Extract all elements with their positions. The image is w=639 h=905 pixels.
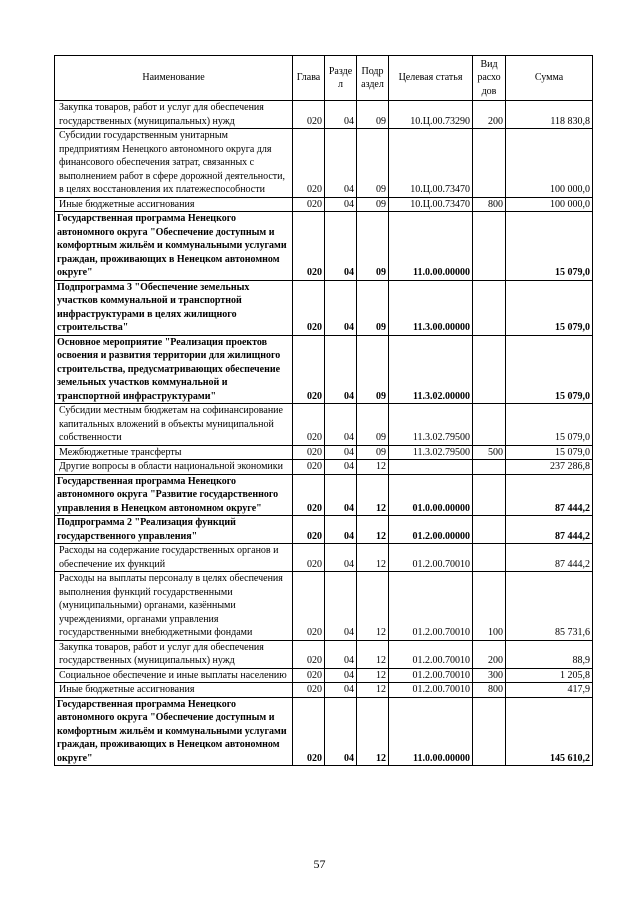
table-row: [55, 697, 593, 766]
table-row: [55, 445, 593, 460]
cell-amount: 417,9: [506, 683, 593, 698]
cell-name: Субсидии местным бюджетам на софинансирование капитальных вложений в объекты муниципальной собственности: [55, 404, 293, 446]
cell-subsection: 09: [357, 212, 389, 281]
cell-target: 01.2.00.70010: [389, 668, 473, 683]
cell-name: Расходы на содержание государственных органов и обеспечение их функций: [55, 544, 293, 572]
cell-section: 04: [325, 640, 357, 668]
cell-section: 04: [325, 129, 357, 198]
cell-subsection: 12: [357, 683, 389, 698]
cell-expense-type: [473, 280, 506, 335]
table-row: [55, 640, 593, 668]
cell-amount: 100 000,0: [506, 129, 593, 198]
table-row: [55, 197, 593, 212]
table-row: [55, 404, 593, 446]
cell-target: 11.3.02.79500: [389, 404, 473, 446]
cell-expense-type: [473, 460, 506, 475]
cell-target: 10.Ц.00.73470: [389, 129, 473, 198]
table-row: [55, 572, 593, 641]
cell-target: 01.2.00.70010: [389, 640, 473, 668]
cell-section: 04: [325, 683, 357, 698]
table-row: [55, 683, 593, 698]
cell-section: 04: [325, 572, 357, 641]
cell-chapter: 020: [293, 640, 325, 668]
cell-target: 01.2.00.70010: [389, 683, 473, 698]
cell-name: Государственная программа Ненецкого автономного округа "Обеспечение доступным и комфортным жильём и коммунальными услугами граждан, проживающих в Ненецком автономном округе": [55, 212, 293, 281]
header-amount: Сумма: [506, 56, 593, 101]
cell-amount: 15 079,0: [506, 335, 593, 404]
cell-expense-type: [473, 212, 506, 281]
cell-expense-type: [473, 544, 506, 572]
cell-target: 01.2.00.00000: [389, 516, 473, 544]
cell-name: Государственная программа Ненецкого автономного округа "Обеспечение доступным и комфортным жильём и коммунальными услугами граждан, проживающих в Ненецком автономном округе": [55, 697, 293, 766]
cell-name: Социальное обеспечение и иные выплаты населению: [55, 668, 293, 683]
cell-chapter: 020: [293, 404, 325, 446]
header-target: Целевая статья: [389, 56, 473, 101]
cell-expense-type: 800: [473, 683, 506, 698]
cell-expense-type: [473, 404, 506, 446]
table-row: [55, 101, 593, 129]
cell-chapter: 020: [293, 197, 325, 212]
table-row: [55, 280, 593, 335]
cell-amount: 118 830,8: [506, 101, 593, 129]
cell-amount: 15 079,0: [506, 404, 593, 446]
cell-section: 04: [325, 516, 357, 544]
cell-name: Закупка товаров, работ и услуг для обеспечения государственных (муниципальных) нужд: [55, 101, 293, 129]
cell-subsection: 12: [357, 697, 389, 766]
cell-target: 10.Ц.00.73290: [389, 101, 473, 129]
cell-amount: 87 444,2: [506, 516, 593, 544]
cell-chapter: 020: [293, 668, 325, 683]
table-body: [55, 101, 593, 766]
cell-subsection: 12: [357, 460, 389, 475]
table-row: [55, 460, 593, 475]
cell-section: 04: [325, 697, 357, 766]
table-row: [55, 212, 593, 281]
cell-name: Иные бюджетные ассигнования: [55, 683, 293, 698]
cell-subsection: 12: [357, 640, 389, 668]
table-row: [55, 335, 593, 404]
cell-target: 11.3.00.00000: [389, 280, 473, 335]
cell-subsection: 09: [357, 197, 389, 212]
header-subsection: Подр аздел: [357, 56, 389, 101]
cell-target: 01.2.00.70010: [389, 572, 473, 641]
cell-subsection: 09: [357, 404, 389, 446]
cell-subsection: 12: [357, 668, 389, 683]
header-name: Наименование: [55, 56, 293, 101]
budget-table: [54, 55, 593, 766]
cell-amount: 100 000,0: [506, 197, 593, 212]
cell-target: [389, 460, 473, 475]
cell-chapter: 020: [293, 516, 325, 544]
header-chapter: Глава: [293, 56, 325, 101]
table-row: [55, 474, 593, 516]
cell-target: 11.3.02.00000: [389, 335, 473, 404]
cell-section: 04: [325, 445, 357, 460]
cell-section: 04: [325, 404, 357, 446]
cell-target: 01.0.00.00000: [389, 474, 473, 516]
cell-chapter: 020: [293, 460, 325, 475]
cell-amount: 1 205,8: [506, 668, 593, 683]
cell-chapter: 020: [293, 474, 325, 516]
cell-target: 10.Ц.00.73470: [389, 197, 473, 212]
cell-section: 04: [325, 544, 357, 572]
cell-name: Государственная программа Ненецкого автономного округа "Развитие государственного управления в Ненецком автономном округе": [55, 474, 293, 516]
cell-section: 04: [325, 212, 357, 281]
cell-subsection: 12: [357, 572, 389, 641]
cell-section: 04: [325, 280, 357, 335]
cell-chapter: 020: [293, 697, 325, 766]
header-section: Разде л: [325, 56, 357, 101]
cell-chapter: 020: [293, 335, 325, 404]
cell-expense-type: 200: [473, 640, 506, 668]
cell-name: Закупка товаров, работ и услуг для обеспечения государственных (муниципальных) нужд: [55, 640, 293, 668]
cell-expense-type: 800: [473, 197, 506, 212]
table-row: [55, 516, 593, 544]
cell-target: 11.3.02.79500: [389, 445, 473, 460]
cell-expense-type: 500: [473, 445, 506, 460]
cell-amount: 87 444,2: [506, 474, 593, 516]
cell-target: 11.0.00.00000: [389, 697, 473, 766]
cell-amount: 15 079,0: [506, 212, 593, 281]
table-row: [55, 668, 593, 683]
cell-name: Субсидии государственным унитарным предприятиям Ненецкого автономного округа для финансового обеспечения затрат, связанных с выполнением работ в сфере дорожной деятельности, в целях восстановления их платежеспособности: [55, 129, 293, 198]
cell-name: Расходы на выплаты персоналу в целях обеспечения выполнения функций государственными (муниципальными) органами, казёнными учреждениями, органами управления государственными внебюджетными фондами: [55, 572, 293, 641]
cell-subsection: 09: [357, 101, 389, 129]
cell-amount: 88,9: [506, 640, 593, 668]
cell-chapter: 020: [293, 212, 325, 281]
cell-chapter: 020: [293, 280, 325, 335]
cell-name: Иные бюджетные ассигнования: [55, 197, 293, 212]
cell-amount: 87 444,2: [506, 544, 593, 572]
cell-subsection: 12: [357, 544, 389, 572]
table-header-row: [55, 56, 593, 101]
cell-target: 11.0.00.00000: [389, 212, 473, 281]
header-expense-type: Вид расхо дов: [473, 56, 506, 101]
cell-subsection: 12: [357, 474, 389, 516]
cell-expense-type: [473, 516, 506, 544]
cell-expense-type: 300: [473, 668, 506, 683]
cell-section: 04: [325, 460, 357, 475]
cell-name: Подпрограмма 2 "Реализация функций государственного управления": [55, 516, 293, 544]
cell-expense-type: [473, 129, 506, 198]
cell-section: 04: [325, 197, 357, 212]
cell-chapter: 020: [293, 129, 325, 198]
cell-expense-type: [473, 335, 506, 404]
cell-chapter: 020: [293, 544, 325, 572]
cell-expense-type: [473, 474, 506, 516]
cell-section: 04: [325, 668, 357, 683]
cell-amount: 85 731,6: [506, 572, 593, 641]
cell-amount: 15 079,0: [506, 445, 593, 460]
cell-subsection: 09: [357, 335, 389, 404]
cell-name: Другие вопросы в области национальной экономики: [55, 460, 293, 475]
cell-target: 01.2.00.70010: [389, 544, 473, 572]
cell-name: Основное мероприятие "Реализация проектов освоения и развития территории для жилищного строительства, предусматривающих обеспечение земельных участков коммунальной и транспортной инфраструктурами": [55, 335, 293, 404]
cell-amount: 15 079,0: [506, 280, 593, 335]
cell-chapter: 020: [293, 445, 325, 460]
cell-subsection: 09: [357, 280, 389, 335]
cell-expense-type: 200: [473, 101, 506, 129]
cell-subsection: 12: [357, 516, 389, 544]
cell-section: 04: [325, 101, 357, 129]
cell-name: Межбюджетные трансферты: [55, 445, 293, 460]
cell-expense-type: 100: [473, 572, 506, 641]
cell-amount: 145 610,2: [506, 697, 593, 766]
table-row: [55, 544, 593, 572]
page-number: 57: [313, 857, 326, 871]
cell-expense-type: [473, 697, 506, 766]
cell-subsection: 09: [357, 445, 389, 460]
cell-chapter: 020: [293, 683, 325, 698]
cell-chapter: 020: [293, 101, 325, 129]
cell-section: 04: [325, 474, 357, 516]
cell-chapter: 020: [293, 572, 325, 641]
cell-amount: 237 286,8: [506, 460, 593, 475]
table-row: [55, 129, 593, 198]
cell-name: Подпрограмма 3 "Обеспечение земельных участков коммунальной и транспортной инфраструктурами в целях жилищного строительства": [55, 280, 293, 335]
cell-subsection: 09: [357, 129, 389, 198]
cell-section: 04: [325, 335, 357, 404]
